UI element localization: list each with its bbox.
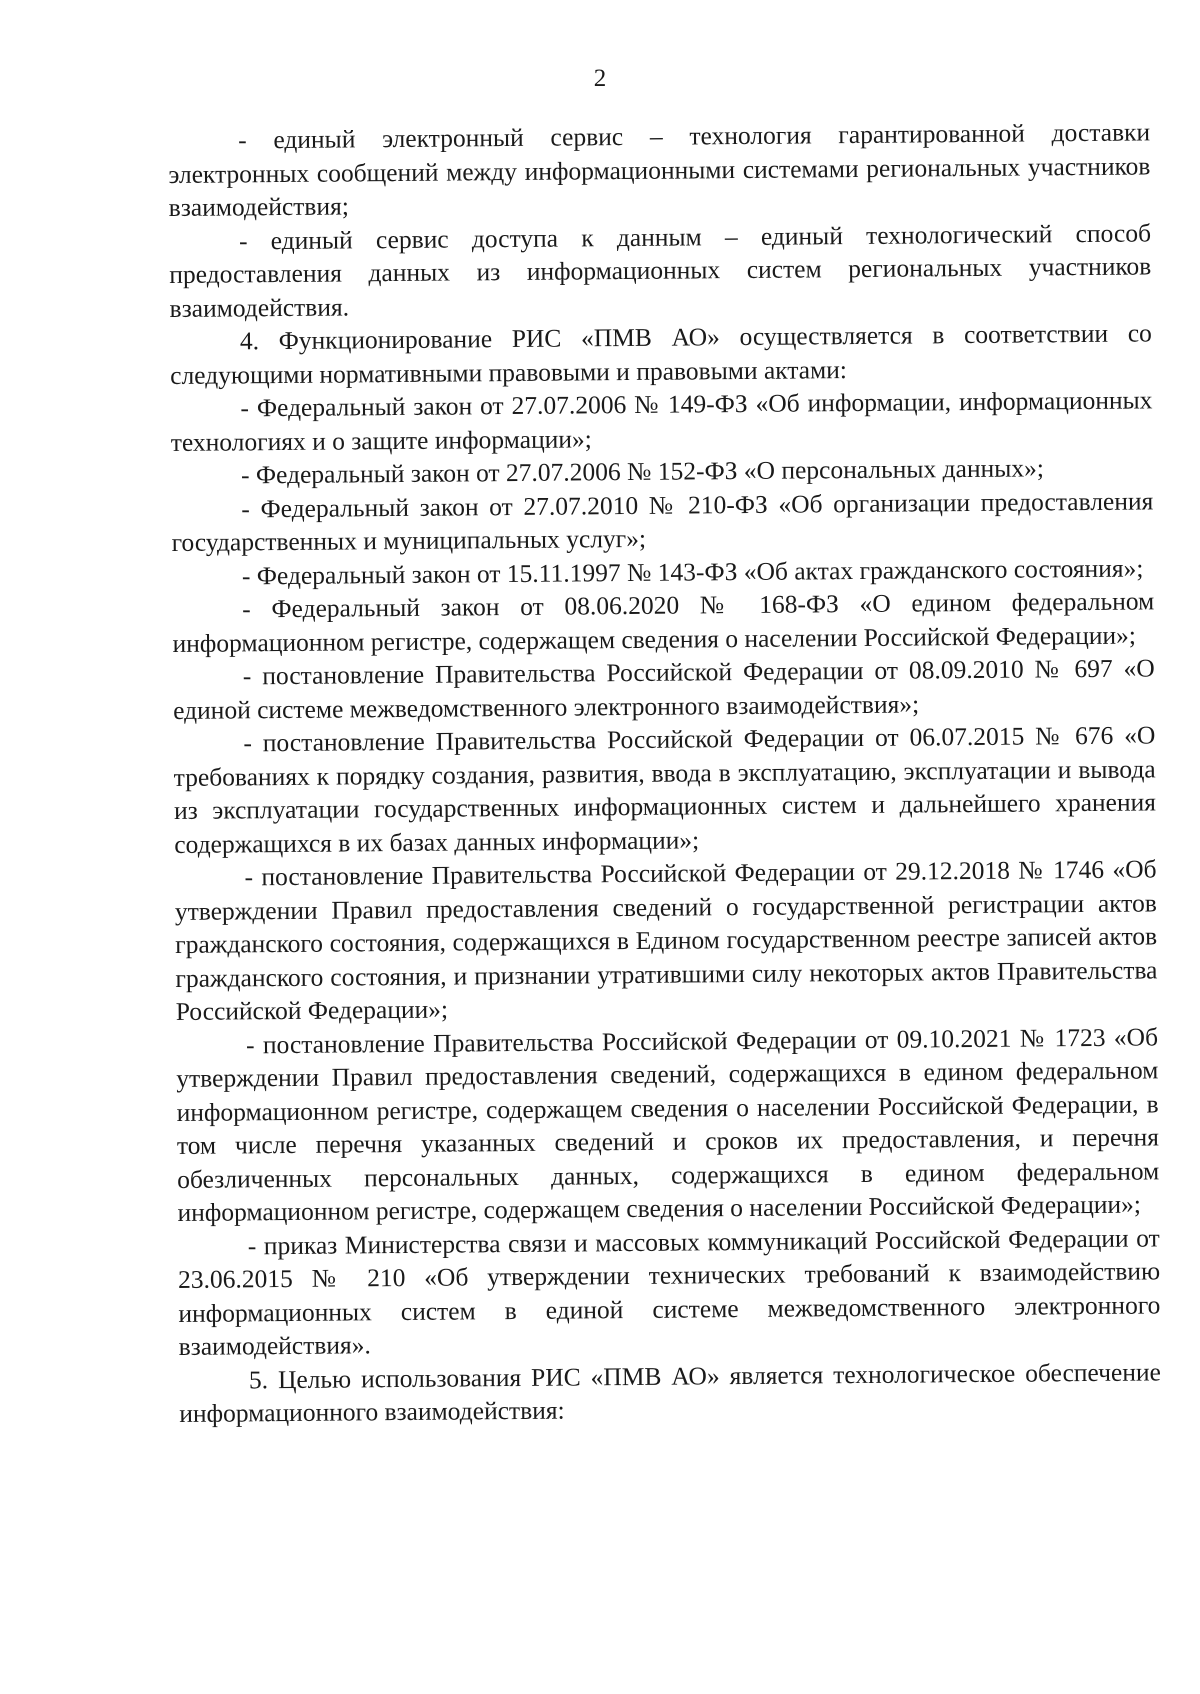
paragraph-order-210: - приказ Министерства связи и массовых коммуникаций Российской Федерации от 23.06.2015 № 210 «Об утверждении технических требований к взаимодействию информационных систем в единой системе межведомственного электронного взаимодействия». [177, 1222, 1161, 1361]
paragraph-unified-electronic-service: - единый электронный сервис – технология гарантированной доставки электронных сообщений между информационными системами региональных участников взаимодействия; [168, 117, 1151, 222]
paragraph-law-168-fz: - Федеральный закон от 08.06.2020 № 168-ФЗ «О едином федеральном информационном регистре, содержащем сведения о населении Российской Федерации»; [172, 586, 1155, 658]
paragraph-resolution-1723: - постановление Правительства Российской Федерации от 09.10.2021 № 1723 «Об утверждении Правил предоставления сведений, содержащихся в едином федеральном информационном регистре, содержащем сведения о населении Российской Федерации, в том числе перечня указанных сведений и сроков их предоставления, и перечня обезличенных персональных данных, содержащихся в едином федеральном информационном регистре, содержащем сведения о населении Российской Федерации»; [176, 1021, 1160, 1227]
paragraph-unified-data-access-service: - единый сервис доступа к данным – единый технологический способ предоставления данных из информационных систем региональных участников взаимодействия. [169, 217, 1152, 323]
paragraph-resolution-1746: - постановление Правительства Российской Федерации от 29.12.2018 № 1746 «Об утверждении Правил предоставления сведений о государственной регистрации актов гражданского состояния, содержащихся в Едином государственном реестре записей актов гражданского состояния, и признании утратившими силу некоторых актов Правительства Российской Федерации»; [174, 854, 1158, 1026]
paragraph-resolution-697: - постановление Правительства Российской Федерации от 08.09.2010 № 697 «О единой системе межведомственного электронного взаимодействия»; [172, 653, 1155, 725]
paragraph-law-152-fz: - Федеральный закон от 27.07.2006 № 152-ФЗ «О персональных данных»; [240, 453, 1045, 490]
paragraph-law-210-fz: - Федеральный закон от 27.07.2010 № 210-ФЗ «Об организации предоставления государственных и муниципальных услуг»; [171, 485, 1154, 557]
paragraph-clause-4: 4. Функционирование РИС «ПМВ АО» осуществляется в соответствии со следующими нормативными правовыми и правовыми актами: [170, 318, 1152, 390]
paragraph-resolution-676: - постановление Правительства Российской Федерации от 06.07.2015 № 676 «О требованиях к порядку создания, развития, ввода в эксплуатацию, эксплуатации и вывода из эксплуатации государственных информационных систем и дальнейшего хранения содержащихся в их базах данных информации»; [173, 720, 1157, 859]
paragraph-law-149-fz: - Федеральный закон от 27.07.2006 № 149-ФЗ «Об информации, информационных технологиях и о защите информации»; [170, 385, 1153, 457]
page-number: 2 [593, 65, 607, 92]
paragraph-law-143-fz: - Федеральный закон от 15.11.1997 № 143-ФЗ «Об актах гражданского состояния»; [241, 553, 1144, 590]
paragraph-clause-5: 5. Целью использования РИС «ПМВ АО» является технологическое обеспечение информационного взаимодействия: [179, 1356, 1162, 1428]
document-body [168, 115, 1161, 1430]
